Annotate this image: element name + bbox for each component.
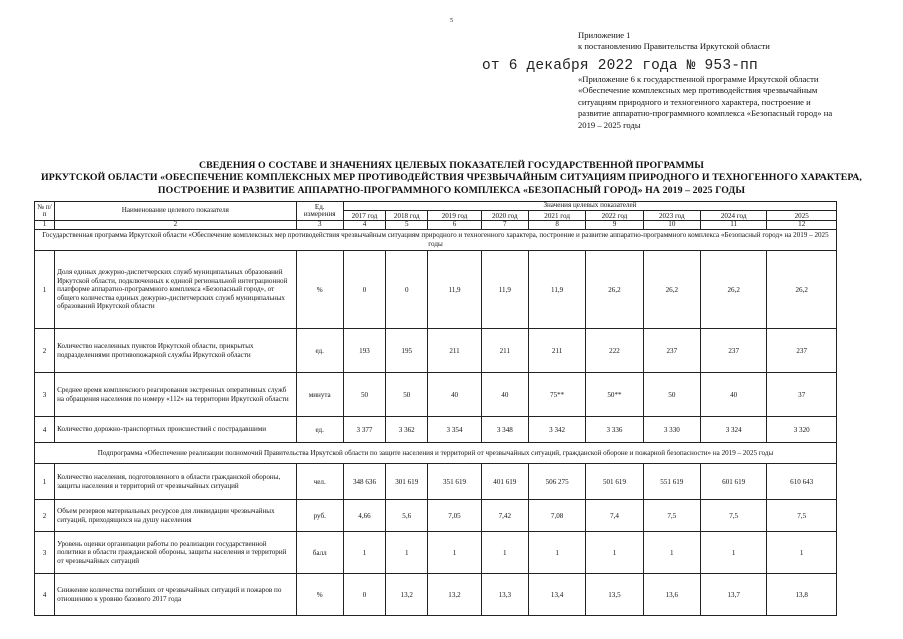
row-value: 237 [767,329,837,373]
column-number: 10 [643,221,700,230]
row-value: 7,08 [528,500,585,532]
row-num: 3 [35,532,55,574]
row-num: 1 [35,251,55,329]
row-value: 50 [386,373,428,417]
row-value: 7,5 [767,500,837,532]
row-value: 40 [700,373,766,417]
row-value: 26,2 [643,251,700,329]
row-value: 401 619 [481,464,528,500]
row-value: 351 619 [428,464,481,500]
row-value: 7,5 [643,500,700,532]
row-value: 1 [343,532,385,574]
row-value: 13,2 [428,574,481,616]
row-unit: чел. [296,464,343,500]
row-name: Количество населенных пунктов Иркутской области, прикрытых подразделениями противопожарной службы Иркутской области [55,329,296,373]
row-value: 7,42 [481,500,528,532]
row-value: 13,8 [767,574,837,616]
row-num: 4 [35,417,55,443]
row-value: 3 324 [700,417,766,443]
row-value: 26,2 [767,251,837,329]
header-year: 2023 год [643,211,700,221]
row-value: 5,6 [386,500,428,532]
row-value: 1 [428,532,481,574]
appendix-line1: Приложение 1 [578,30,631,40]
column-number: 6 [428,221,481,230]
header-year: 2020 год [481,211,528,221]
header-unit: Ед. измерения [296,202,343,221]
row-value: 1 [528,532,585,574]
row-value: 40 [428,373,481,417]
row-value: 3 330 [643,417,700,443]
row-unit: балл [296,532,343,574]
row-value: 301 619 [386,464,428,500]
header-values-group: Значения целевых показателей [343,202,836,211]
row-value: 0 [343,251,385,329]
decree-stamp: от 6 декабря 2022 года № 953-пп [482,58,758,74]
row-value: 0 [343,574,385,616]
column-number: 7 [481,221,528,230]
header-year: 2025 [767,211,837,221]
row-num: 4 [35,574,55,616]
column-number: 5 [386,221,428,230]
row-value: 13,4 [528,574,585,616]
row-unit: руб. [296,500,343,532]
table-row [35,373,837,417]
header-row [35,202,837,211]
header-num: № п/п [35,202,55,221]
column-number: 11 [700,221,766,230]
row-value: 75** [528,373,585,417]
row-value: 222 [586,329,643,373]
row-value: 3 377 [343,417,385,443]
title-line2: ИРКУТСКОЙ ОБЛАСТИ «ОБЕСПЕЧЕНИЕ КОМПЛЕКСНЫХ МЕР ПРОТИВОДЕЙСТВИЯ ЧРЕЗВЫЧАЙНЫМ СИТУАЦИЯМ ПРИРОДНОГО И ТЕХНОГЕННОГО ХАРАКТЕРА, [41,172,862,184]
page-number: 5 [450,18,453,24]
row-name: Среднее время комплексного реагирования экстренных оперативных служб на обращения населения по номеру «112» на территории Иркутской области [55,373,296,417]
header-year: 2017 год [343,211,385,221]
row-value: 601 619 [700,464,766,500]
header-year: 2022 год [586,211,643,221]
row-value: 1 [700,532,766,574]
row-value: 1 [481,532,528,574]
row-name: Снижение количества погибших от чрезвычайных ситуаций и пожаров по отношению к уровню базового 2017 года [55,574,296,616]
column-number: 12 [767,221,837,230]
header-year: 2019 год [428,211,481,221]
section-title: Государственная программа Иркутской области «Обеспечение комплексных мер противодействия чрезвычайным ситуациям природного и техногенного характера, построение и развитие аппаратно-программного комплекса «Безопасный город» на 2019 – 2025 годы [35,230,837,251]
title-line1: СВЕДЕНИЯ О СОСТАВЕ И ЗНАЧЕНИЯХ ЦЕЛЕВЫХ ПОКАЗАТЕЛЕЙ ГОСУДАРСТВЕННОЙ ПРОГРАММЫ [198,160,705,171]
row-value: 506 275 [528,464,585,500]
table-row [35,464,837,500]
table-row [35,500,837,532]
column-number: 2 [55,221,296,230]
row-value: 26,2 [700,251,766,329]
row-value: 1 [643,532,700,574]
section-row [35,230,837,251]
header-name: Наименование целевого показателя [55,202,296,221]
row-num: 2 [35,500,55,532]
row-name: Количество дорожно-транспортных происшествий с пострадавшими [55,417,296,443]
table-row [35,251,837,329]
row-unit: минута [296,373,343,417]
column-number: 8 [528,221,585,230]
row-value: 193 [343,329,385,373]
row-name: Доля единых дежурно-диспетчерских служб муниципальных образований Иркутской области, подключенных к единой региональной интеграционной платформе аппаратно-программного комплекса «Безопасный город», от общего количества единых дежурно-диспетчерских служб муниципальных образований Иркутской области [55,251,296,329]
row-value: 3 342 [528,417,585,443]
row-value: 13,6 [643,574,700,616]
row-value: 1 [586,532,643,574]
title-line3: ПОСТРОЕНИЕ И РАЗВИТИЕ АППАРАТНО-ПРОГРАММНОГО КОМПЛЕКСА «БЕЗОПАСНЫЙ ГОРОД» НА 2019 – 2025 ГОДЫ [157,184,746,196]
row-value: 1 [767,532,837,574]
row-value: 610 643 [767,464,837,500]
row-value: 37 [767,373,837,417]
row-unit: ед. [296,329,343,373]
row-num: 1 [35,464,55,500]
column-number: 3 [296,221,343,230]
row-unit: ед. [296,417,343,443]
column-number: 9 [586,221,643,230]
row-unit: % [296,574,343,616]
row-value: 50 [643,373,700,417]
row-value: 3 348 [481,417,528,443]
row-name: Количество населения, подготовленного в области гражданской обороны, защиты населения и территорий от чрезвычайных ситуаций [55,464,296,500]
row-value: 50** [586,373,643,417]
document-title [24,160,879,197]
row-value: 7,05 [428,500,481,532]
row-num: 3 [35,373,55,417]
column-number: 4 [343,221,385,230]
row-value: 4,66 [343,500,385,532]
row-value: 13,5 [586,574,643,616]
row-name: Уровень оценки организации работы по реализации государственной политики в области гражданской обороны, защиты населения и территорий от чрезвычайных ситуаций [55,532,296,574]
row-value: 3 336 [586,417,643,443]
row-value: 0 [386,251,428,329]
row-value: 237 [643,329,700,373]
indicators-table [34,201,837,616]
appendix6-header: «Приложение 6 к государственной программе Иркутской области «Обеспечение комплексных мер противодействия чрезвычайным ситуациям природного и техногенного характера, построение и развитие аппаратно-программного комплекса «Безопасный город» на 2019 – 2025 годы [578,74,833,130]
section-row [35,443,837,464]
table-row [35,417,837,443]
row-value: 50 [343,373,385,417]
row-value: 13,2 [386,574,428,616]
row-value: 211 [528,329,585,373]
row-value: 348 636 [343,464,385,500]
row-value: 211 [428,329,481,373]
row-value: 11,9 [481,251,528,329]
table-row [35,532,837,574]
row-value: 3 320 [767,417,837,443]
row-value: 7,4 [586,500,643,532]
appendix-header [578,30,898,53]
section-title: Подпрограмма «Обеспечение реализации полномочий Правительства Иркутской области по защите населения и территорий от чрезвычайных ситуаций, гражданской обороне и пожарной безопасности» на 2019 – 2025 годы [35,443,837,464]
row-num: 2 [35,329,55,373]
header-year: 2021 год [528,211,585,221]
row-value: 7,5 [700,500,766,532]
row-value: 195 [386,329,428,373]
table-row [35,329,837,373]
row-value: 13,7 [700,574,766,616]
column-number: 1 [35,221,55,230]
row-value: 1 [386,532,428,574]
header-year: 2024 год [700,211,766,221]
row-value: 501 619 [586,464,643,500]
header-year: 2018 год [386,211,428,221]
row-value: 551 619 [643,464,700,500]
row-value: 26,2 [586,251,643,329]
row-name: Объем резервов материальных ресурсов для ликвидации чрезвычайных ситуаций, приходящихся на душу населения [55,500,296,532]
row-value: 237 [700,329,766,373]
row-value: 11,9 [428,251,481,329]
row-unit: % [296,251,343,329]
row-value: 3 354 [428,417,481,443]
appendix-line2: к постановлению Правительства Иркутской области [578,41,770,52]
column-number-row [35,221,837,230]
row-value: 11,9 [528,251,585,329]
row-value: 40 [481,373,528,417]
row-value: 13,3 [481,574,528,616]
table-row [35,574,837,616]
row-value: 211 [481,329,528,373]
row-value: 3 362 [386,417,428,443]
